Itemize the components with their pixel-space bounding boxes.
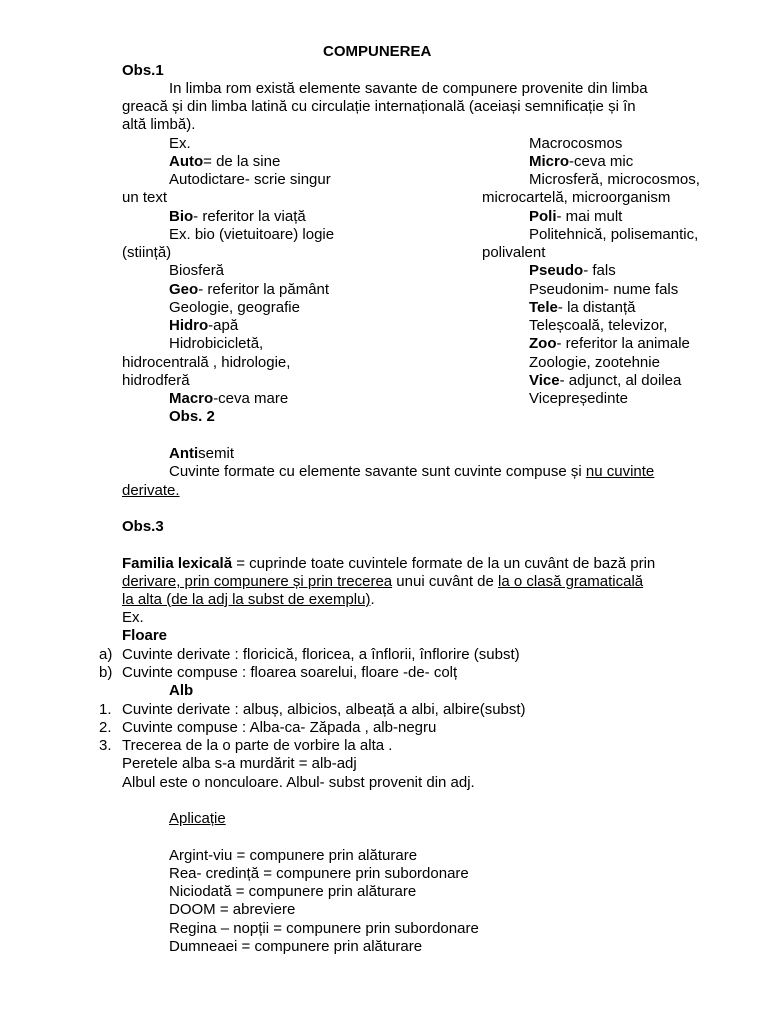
obs2-text-line: Cuvinte formate cu elemente savante sunt cuvinte compuse și nu cuvinte [169,463,655,480]
example-line: un text [122,189,168,206]
example-label: Ex. [122,609,144,626]
example-line: Ex. bio (vietuitoare) logie [169,226,335,243]
example-line: Teleșcoală, televizor, [529,317,668,334]
example-line: Autodictare- scrie singur [169,171,331,188]
term-geo: Geo- referitor la pământ [169,281,330,298]
example-line: Pseudonim- nume fals [529,281,679,298]
example-line: Microsferă, microcosmos, [529,171,700,188]
example-line: hidrocentrală , hidrologie, [122,354,291,371]
word-alb: Alb [169,682,194,699]
example-label: Ex. [169,135,191,152]
example-line: Macrocosmos [529,135,623,152]
document-title: COMPUNEREA [323,43,432,60]
term-poli: Poli- mai mult [529,208,623,225]
obs3-label: Obs.3 [122,518,164,535]
list-item: Cuvinte compuse : Alba-ca- Zăpada , alb-negru [122,719,437,736]
list-item: Cuvinte derivate : albuș, albicios, albeață a albi, albire(subst) [122,701,526,718]
term-micro: Micro-ceva mic [529,153,634,170]
term-anti: Antisemit [169,445,235,462]
family-definition-line: Familia lexicală = cuprinde toate cuvintele formate de la un cuvânt de bază prin [122,555,656,572]
list-marker: 2. [99,719,112,736]
obs1-intro-line: altă limbă). [122,116,196,133]
example-line: Peretele alba s-a murdărit = alb-adj [122,755,357,772]
list-item: Trecerea de la o parte de vorbire la alta . [122,737,393,754]
aplicatie-item: Rea- credință = compunere prin subordonare [169,865,469,882]
term-hidro: Hidro-apă [169,317,239,334]
word-floare: Floare [122,627,168,644]
aplicatie-item: Argint-viu = compunere prin alăturare [169,847,418,864]
example-line: Vicepreședinte [529,390,628,407]
obs2-text-line: derivate. [122,482,180,499]
obs1-intro-line: greacă și din limba latină cu circulație internațională (aceiași semnificație și în [122,98,636,115]
list-item: Cuvinte derivate : floricică, floricea, a înflorii, înflorire (subst) [122,646,520,663]
example-line: Politehnică, polisemantic, [529,226,699,243]
aplicatie-heading: Aplicație [169,810,226,827]
example-line: hidrodferă [122,372,190,389]
example-line: Zoologie, zootehnie [529,354,660,371]
term-macro: Macro-ceva mare [169,390,289,407]
example-line: Geologie, geografie [169,299,300,316]
list-marker: 1. [99,701,112,718]
obs1-intro-line: In limba rom există elemente savante de compunere provenite din limba [169,80,648,97]
family-definition-line: la alta (de la adj la subst de exemplu). [122,591,375,608]
term-auto: Auto= de la sine [169,153,281,170]
obs1-label: Obs.1 [122,62,164,79]
term-zoo: Zoo- referitor la animale [529,335,690,352]
aplicatie-item: Regina – nopții = compunere prin subordonare [169,920,479,937]
example-line: microcartelă, microorganism [482,189,671,206]
example-line: Albul este o nonculoare. Albul- subst provenit din adj. [122,774,475,791]
term-tele: Tele- la distanță [529,299,636,316]
term-vice: Vice- adjunct, al doilea [529,372,682,389]
list-marker: b) [99,664,113,681]
term-bio: Bio- referitor la viață [169,208,306,225]
example-line: Biosferă [169,262,225,279]
aplicatie-item: DOOM = abreviere [169,901,296,918]
term-pseudo: Pseudo- fals [529,262,616,279]
aplicatie-item: Niciodată = compunere prin alăturare [169,883,417,900]
list-marker: a) [99,646,113,663]
aplicatie-item: Dumneaei = compunere prin alăturare [169,938,423,955]
example-line: polivalent [482,244,546,261]
family-definition-line: derivare, prin compunere și prin trecerea unui cuvânt de la o clasă gramaticală [122,573,644,590]
example-line: (stiință) [122,244,172,261]
list-item: Cuvinte compuse : floarea soarelui, floare -de- colț [122,664,458,681]
example-line: Hidrobicicletă, [169,335,264,352]
obs2-label: Obs. 2 [169,408,215,425]
list-marker: 3. [99,737,112,754]
